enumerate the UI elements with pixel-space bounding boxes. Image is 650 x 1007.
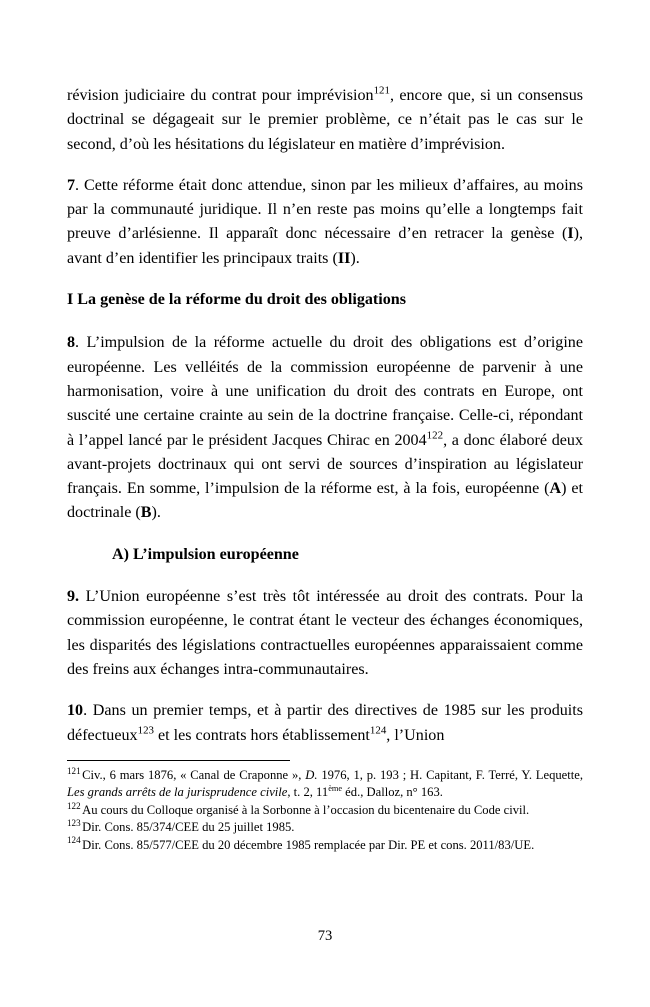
section-heading-1: I La genèse de la réforme du droit des obligations — [67, 291, 407, 309]
paragraph-8 — [67, 331, 583, 525]
paragraph-10 — [67, 699, 583, 748]
paragraph-number-10: 10 — [67, 702, 84, 720]
paragraph-8-text-4: ). — [151, 504, 161, 522]
footnote-reference-121[interactable]: 121 — [373, 84, 390, 97]
page-number: 73 — [317, 928, 333, 944]
letter-marker-A: A — [549, 480, 562, 498]
roman-marker-II: II — [337, 249, 351, 267]
letter-marker-B: B — [140, 504, 152, 522]
footnote-text: Dir. Cons. 85/577/CEE du 20 décembre 1985 remplacée par Dir. PE et cons. 2011/83/UE. — [82, 837, 535, 852]
paragraph-9 — [67, 585, 583, 682]
footnote-mark-123: 123 — [67, 818, 81, 829]
paragraph-continuation — [67, 84, 583, 157]
paragraph-text-after-footnote: , encore que, si un consensus doctrinal se dégageait sur le premier problème, ce n’était pas le cas sur le second, d’où les hésitations du législateur en matière d’imprévision. — [67, 87, 583, 153]
footnote-text: , t. 2, 11 — [287, 785, 329, 800]
footnote-text: éd., Dalloz, n° 163. — [342, 785, 443, 800]
footnote-ordinal-suffix: ème — [328, 784, 343, 794]
paragraph-8-text-2: , a donc élaboré deux avant-projets doctrinaux qui ont servi de sources d’inspiration au législateur français. En somme, l’impulsion de la réforme est, à la fois, européenne ( — [67, 431, 583, 498]
footnote-123 — [67, 819, 583, 836]
footnote-mark-124: 124 — [67, 835, 81, 846]
footnote-reference-122[interactable]: 122 — [426, 429, 444, 442]
paragraph-10-text-2: et les contrats hors établissement — [154, 726, 370, 744]
document-body — [67, 84, 583, 748]
footnote-121 — [67, 767, 583, 802]
paragraph-7 — [67, 174, 583, 271]
footnote-text: Dir. Cons. 85/374/CEE du 25 juillet 1985. — [82, 820, 295, 835]
paragraph-number-9: 9. — [67, 588, 80, 606]
paragraph-10-text-3: , l’Union — [386, 726, 445, 744]
paragraph-8-text-3: ) et doctrinale ( — [67, 480, 584, 522]
paragraph-7-text-3: ). — [350, 249, 360, 267]
footnote-mark-121: 121 — [67, 765, 81, 776]
footnote-reference-124[interactable]: 124 — [369, 724, 387, 737]
footnote-reference-123[interactable]: 123 — [137, 724, 154, 737]
paragraph-7-text-2: ), avant d’en identifier les principaux traits ( — [67, 225, 583, 267]
footnote-separator-rule — [67, 760, 290, 761]
footnote-area — [67, 760, 583, 854]
paragraph-10-text-1: . Dans un premier temps, et à partir des directives de 1985 sur les produits défectueux — [67, 702, 583, 744]
paragraph-number-8: 8 — [67, 334, 76, 352]
footnote-italic-text: D. — [305, 768, 318, 782]
paragraph-number-7: 7 — [67, 176, 76, 194]
footnote-text: Au cours du Colloque organisé à la Sorbonne à l’occasion du bicentenaire du Code civil. — [82, 802, 530, 817]
footnote-list — [67, 767, 583, 854]
paragraph-7-text-1: . Cette réforme était donc attendue, sinon par les milieux d’affaires, au moins par la communauté juridique. Il n’en reste pas moins qu’elle a longtemps fait preuve d’arlésienne. Il apparaît donc nécessaire d’en retracer la genèse ( — [67, 176, 583, 243]
subsection-heading-a: A) L’impulsion européenne — [112, 545, 299, 563]
footnote-124 — [67, 837, 583, 854]
paragraph-text-before-footnote: révision judiciaire du contrat pour imprévision — [67, 87, 374, 104]
footnote-text: Civ., 6 mars 1876, « Canal de Craponne », — [82, 768, 306, 782]
paragraph-9-text: L’Union européenne s’est très tôt intéressée au droit des contrats. Pour la commission européenne, le contrat étant le vecteur des échanges économiques, les disparités des législations contractuelles européennes apparaissaient comme des freins aux échanges intra-communautaires. — [67, 588, 583, 678]
footnote-text: 1976, 1, p. 193 ; H. Capitant, F. Terré, Y. Lequette, — [317, 768, 584, 782]
footnote-mark-122: 122 — [67, 800, 81, 811]
paragraph-8-text-1: . L’impulsion de la réforme actuelle du droit des obligations est d’origine européenne. Les velléités de la commission européenne de parvenir à une harmonisation, voire à une unification du droit des contrats en Europe, ont suscité une certaine crainte au sein de la doctrine française. Celle-ci, répondant à l’appel lancé par le président Jacques Chirac en 2004 — [67, 334, 583, 449]
footnote-italic-text: Les grands arrêts de la jurisprudence civile — [67, 785, 288, 800]
roman-marker-I: I — [567, 225, 574, 243]
footnote-122 — [67, 802, 583, 819]
